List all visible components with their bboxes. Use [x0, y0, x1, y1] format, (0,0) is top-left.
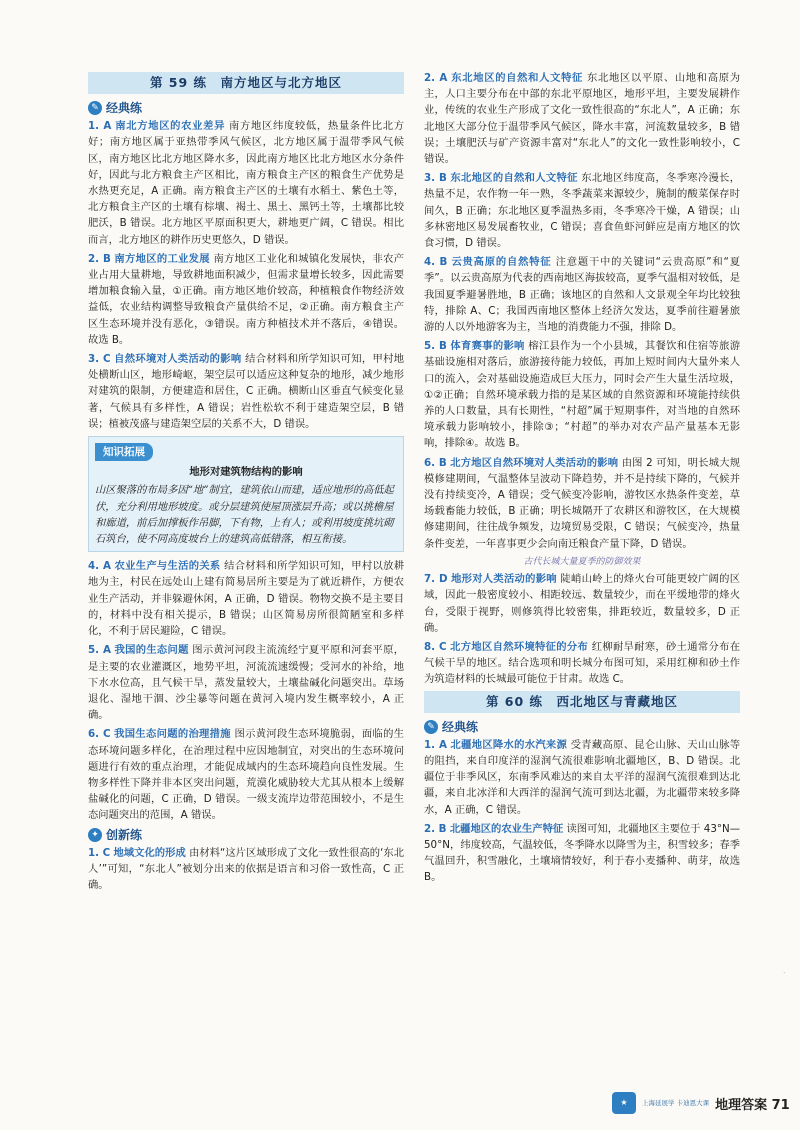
publisher-logo-icon: ★	[612, 1092, 636, 1114]
page-footer	[612, 1092, 790, 1114]
answer-number: 8. C	[424, 640, 447, 653]
section-classic	[424, 719, 740, 735]
answer-text: 红柳耐旱耐寒，砂土通常分布在气候干旱的地区。结合选项和明长城分布图可知，采用红柳和砂土作为筑造材料的长城最可能位于甘肃。故选 C。	[424, 640, 741, 686]
answer-item	[424, 737, 740, 818]
answer-topic: 北疆地区降水的水汽来源	[450, 738, 568, 751]
answer-item	[88, 558, 404, 639]
answer-topic: 我国生态问题的治理措施	[114, 728, 231, 741]
answer-number: 2. B	[424, 822, 447, 835]
answer-item	[424, 170, 740, 251]
box-text: 山区聚落的布局多因“地”制宜，建筑依山而建，适应地形的高低起伏，充分利用地形坡度。或分层建筑使屋顶涨层升高；或以挑檐屋和廊道，前后加撑板作吊脚，下有物，上有人；或利用坡度挑坑砌石筑台，使不同高度坡台上的建筑高低错落，相互衔接。	[95, 484, 394, 546]
answer-text: 受青藏高原、昆仑山脉、天山山脉等的阻挡，来自印度洋的湿润气流很难影响北疆地区，B、D 错误。北疆位于非季风区，东南季风难达的来自太平洋的湿润气流很难到达北疆，来自北冰洋和大西洋的湿润气流可到达北疆，为北疆带来较多降水，A 正确，C 错误。	[424, 738, 740, 816]
answer-topic: 地域文化的形成	[113, 846, 186, 859]
lesson-60-title: 第 60 练 西北地区与青藏地区	[424, 691, 740, 713]
answer-item	[424, 639, 740, 688]
lightbulb-icon: ✦	[88, 828, 102, 842]
lesson-59-title: 第 59 练 南方地区与北方地区	[88, 72, 404, 94]
answer-text: 读图可知，北疆地区主要位于 43°N—50°N，纬度较高，气温较低，冬季降水以降雪为主，积雪较多；春季气温回升，积雪融化，土壤墒情较好，利于春小麦播种、萌芽，故选 B。	[424, 822, 741, 884]
answer-topic: 北方地区自然环境特征的分布	[450, 640, 589, 653]
answer-text: 图示黄河段生态环境脆弱，面临的生态环境问题多样化，在治理过程中应因地制宜，对突出的生态环境问题进行有效的重点治理，才能促成域内的生态环境趋向良性发展。生物多样性下降并非本区突出问题，荒漠化威胁较大尤其从根本上缓解盐碱化的问题，C 正确，D 错误。一级支流岸边带范围较小，不是生态问题突出的范围，A 错误。	[88, 728, 405, 822]
answer-text: 南方地区工业化和城镇化发展快，非农产业占用大量耕地，导致耕地面积减少，但需求量增长较多，因此需要增加粮食输入量，①正确。南方地区地价较高，种植粮食作物经济效益低，农业结构调整导致粮食产量供给不足，②正确。南方粮食主产区生态环境并没有恶化，③错误。南方种植技术并不落后，④错误。故选 B。	[88, 252, 405, 346]
answer-topic: 我国的生态问题	[114, 644, 189, 657]
answer-text: 注意题干中的关键词“云贵高原”和“夏季”。以云贵高原为代表的西南地区海拔较高，夏季气温相对较低，是我国夏季避暑胜地，B 正确；该地区的自然和人文景观全年均比较独特，排除 A、C；我国西南地区整体上经济欠发达，夏季前往避暑旅游的人以外地游客为主，当地的消费能力不强，排除 D。	[424, 256, 740, 334]
footer-brand: 上海延展学 卡迪恩大课	[642, 1099, 710, 1107]
answer-topic: 北方地区自然环境对人类活动的影响	[450, 456, 619, 469]
answer-number: 6. C	[88, 728, 111, 741]
answer-number: 3. C	[88, 353, 111, 366]
answer-number: 7. D	[424, 573, 448, 586]
answer-text: 由图 2 可知，明长城大规模修建期间，气温整体呈波动下降趋势，并不是持续下降的，气候并没有持续变冷，A 错误；受气候变冷影响，游牧区水热条件变差，草场载畜能力较低，B 正确；明长城隔开了农耕区和游牧区，在大规模修建期间，往往战争频发，边境贸易受限，C 错误；气候变冷，热量条件变差，一年喜事更少会向南迁粮食产量下降，D 错误。	[424, 456, 740, 550]
section-classic	[88, 100, 404, 116]
answer-item	[424, 338, 740, 451]
answer-number: 2. B	[88, 252, 111, 265]
answer-item	[88, 845, 404, 894]
answer-topic: 自然环境对人类活动的影响	[114, 353, 242, 366]
answer-item	[424, 571, 740, 636]
answer-item	[424, 821, 740, 886]
answer-text: 南方地区纬度较低，热量条件比北方好；南方地区属于亚热带季风气候区，北方地区属于温带季风气候区，南方地区比北方地区降水多，因此南方地区比北方地区水分条件好，因此与北方粮食主产区相比，南方粮食主产区的粮食生产优势是水热更充足，A 正确。南方粮食主产区的土壤有水稻土、紫色土等，北方粮食主产区的土壤有棕壤、褐土、黑土、黑钙土等，土壤都比较肥沃，B 错误。北方地区平原面积更大，耕地更广阔，C 错误。相比而言，北方地区的耕作历史更悠久，D 错误。	[88, 120, 405, 246]
answer-topic: 东北地区的自然和人文特征	[450, 172, 578, 185]
section-label: 经典练	[106, 101, 143, 115]
answer-number: 4. B	[424, 256, 448, 269]
answer-text: 图示黄河河段主流流经宁夏平原和河套平原，是主要的农业灌溉区，地势平坦，河流流速缓慢；受河水的补给，地下水水位高，且气候干旱，蒸发量较大，土壤盐碱化问题突出。草场退化、湿地干涸、沙尘暴等问题在黄河入境内发生概率较小，A 正确。	[88, 644, 404, 722]
knowledge-tag: 知识拓展	[95, 443, 153, 461]
answer-number: 2. A	[424, 72, 448, 84]
answer-topic: 南方地区的工业发展	[114, 252, 210, 265]
answer-item	[88, 726, 404, 823]
answer-item	[88, 642, 404, 723]
answer-number: 5. A	[88, 644, 111, 657]
answer-text: 结合材料和所学知识可知，甲村地处横断山区，地形崎岖，架空层可以适应这种复杂的地形，减少地形对建筑的限制，方便建造和居住，C 正确。横断山区垂直气候变化显著，气候具有多样性，A 错误；岩性松软不利于建造架空层，B 错误；植被茂盛与建造架空层的关系不大，D 错误。	[88, 353, 405, 430]
left-column	[88, 70, 404, 896]
right-column	[424, 70, 740, 889]
answer-topic: 东北地区的自然和人文特征	[451, 72, 584, 84]
answer-number: 1. A	[424, 738, 447, 751]
answer-number: 4. A	[88, 560, 111, 573]
pen-icon: ✎	[424, 720, 438, 734]
answer-topic: 地形对人类活动的影响	[451, 573, 557, 586]
answer-text: 结合材料和所学知识可知，甲村以放耕地为主，村民在远处山上建有简易居所主要是为了就近耕作，方便农业生产活动，并非躲避休闲，A 正确，D 错误。物物交换不是主要目的，材料中没有相关提示，B 错误；山区简易房所很简陋室和多样化，不利于居民避险，C 错误。	[88, 560, 404, 638]
answer-item	[424, 70, 740, 167]
section-innovation	[88, 827, 404, 843]
answer-topic: 体育赛事的影响	[450, 340, 525, 353]
answer-number: 1. C	[88, 846, 111, 859]
answer-text: 东北地区纬度高，冬季寒冷漫长，热量不足，农作物一年一熟，冬季蔬菜来源较少，腌制的酸菜保存时间久，B 正确；东北地区夏季温热多雨，冬季寒冷干燥，A 错误；山多林密地区易发展畜牧业，C 错误；喜食鱼虾河鲜应是南方地区的饮食习惯，D 错误。	[424, 172, 741, 250]
section-label: 经典练	[442, 719, 479, 734]
answer-text: 榕江县作为一个小县城，其餐饮和住宿等旅游基础设施相对落后，旅游接待能力较低，再加上短时间内大量外来人口的流入，会对基础设施造成巨大压力，同时会产生大量生活垃圾，①②正确；自然环境承载力指的是某区域的自然资源和环境能持续供养的人口数量，具有长期性，“村超”属于短期事件，对当地的自然环境承载力影响较小，排除③；“村超”的举办对农产品产量基本无影响，排除④。故选 B。	[424, 340, 741, 450]
answer-item	[88, 251, 404, 348]
answer-number: 5. B	[424, 340, 447, 353]
pen-icon: ✎	[88, 101, 102, 115]
answer-topic: 南北方地区的农业差异	[115, 120, 226, 133]
answer-topic: 农业生产与生活的关系	[114, 560, 221, 573]
answer-item	[88, 351, 404, 432]
answer-number: 3. B	[424, 172, 447, 185]
section-label: 创新练	[106, 827, 143, 842]
answer-item	[424, 455, 740, 552]
handwritten-note: 古代长城大量夏季的防御效果	[523, 556, 641, 567]
answer-item	[424, 254, 740, 335]
answer-text: 东北地区以平原、山地和高原为主，人口主要分布在中部的东北平原地区，地形平坦，主要发展耕作业，传统的农业生产形成了文化一致性很高的“东北人”，A 正确；东北地区大部分位于温带季风气候区，降水丰富，河流数量较多，B 错误；土壤肥沃与矿产资源丰富对“东北人”的文化一致性影响较小，C 错误。	[424, 72, 741, 166]
answer-number: 1. A	[88, 120, 112, 133]
knowledge-extension-box	[88, 436, 404, 552]
answer-text: 陡峭山岭上的烽火台可能更较广阔的区域，因此一般密度较小、相距较远、数量较少，而在平缓地带的烽火台，受限于视野，则修筑得比较密集，排距较近，数量较多，D 正确。	[424, 573, 740, 634]
answer-topic: 北疆地区的农业生产特征	[449, 822, 564, 835]
answer-text: 由材料“这片区域形成了文化一致性很高的‘东北人’”可知，“东北人”被划分出来的依据是语言和习俗一致性高，C 正确。	[88, 846, 405, 892]
answer-topic: 云贵高原的自然特征	[451, 256, 552, 269]
answer-number: 6. B	[424, 456, 447, 469]
answer-item	[88, 118, 404, 248]
scan-watermark: ·	[781, 967, 788, 980]
footer-page-label: 地理答案 71	[715, 1097, 790, 1113]
box-title: 地形对建筑物结构的影响	[189, 466, 303, 479]
